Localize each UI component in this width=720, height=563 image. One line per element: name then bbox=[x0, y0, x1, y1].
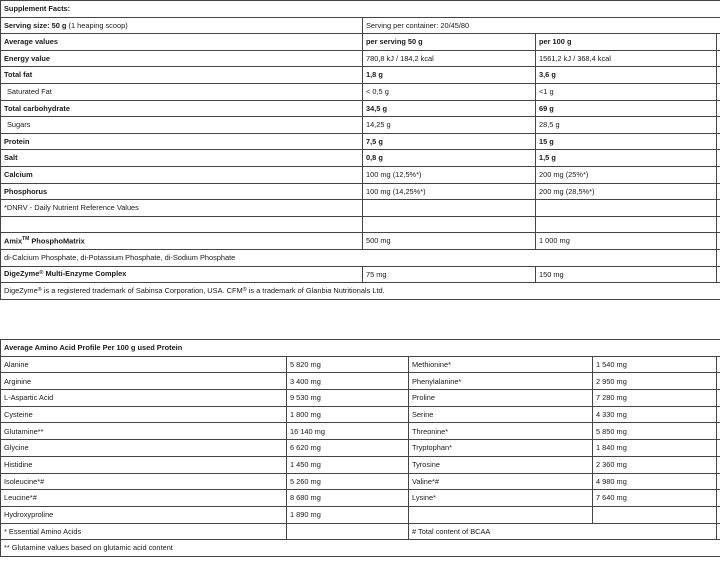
nutrient-row bbox=[1, 183, 720, 200]
amino-value: 9 530 mg bbox=[287, 390, 409, 407]
amino-name: Alanine bbox=[1, 356, 287, 373]
amino-name: Tryptophan* bbox=[409, 440, 593, 457]
amino-name: Leucine*# bbox=[1, 490, 287, 507]
amino-value: 8 680 mg bbox=[287, 490, 409, 507]
edge-cell bbox=[717, 100, 720, 117]
edge-cell bbox=[717, 216, 720, 233]
spacer-row bbox=[1, 216, 720, 233]
edge-cell bbox=[717, 233, 720, 250]
amino-name: Tyrosine bbox=[409, 456, 593, 473]
amino-row bbox=[1, 373, 720, 390]
digezyme-per-serving: 75 mg bbox=[363, 266, 536, 283]
amino-value: 5 260 mg bbox=[287, 473, 409, 490]
amino-name: Threonine* bbox=[409, 423, 593, 440]
nutrient-per-100g: 15 g bbox=[536, 133, 717, 150]
nutrient-per-100g: <1 g bbox=[536, 83, 717, 100]
digezyme-product: Multi-Enzyme Complex bbox=[45, 269, 127, 279]
amino-value: 1 450 mg bbox=[287, 456, 409, 473]
glutamine-note-row bbox=[1, 540, 720, 557]
amino-acid-title: Average Amino Acid Profile Per 100 g used Protein bbox=[1, 340, 720, 357]
edge-cell bbox=[717, 423, 720, 440]
dnrv-row bbox=[1, 200, 720, 217]
nutrient-row bbox=[1, 166, 720, 183]
amino-notes-row bbox=[1, 523, 720, 540]
average-values-header: Average values bbox=[1, 34, 363, 51]
edge-cell bbox=[717, 406, 720, 423]
edge-cell bbox=[717, 440, 720, 457]
edge-cell bbox=[717, 266, 720, 283]
nutrient-row bbox=[1, 83, 720, 100]
trademark-row bbox=[1, 283, 720, 300]
nutrient-row bbox=[1, 67, 720, 84]
digezyme-reg: ® bbox=[39, 270, 44, 277]
amix-detail: di-Calcium Phosphate, di-Potassium Phosphate, di-Sodium Phosphate bbox=[1, 249, 717, 266]
edge-cell bbox=[717, 166, 720, 183]
empty-cell bbox=[363, 200, 536, 217]
edge-cell bbox=[717, 523, 720, 540]
nutrient-per-100g: 3,6 g bbox=[536, 67, 717, 84]
amino-name: Cysteine bbox=[1, 406, 287, 423]
digezyme-per-100g: 150 mg bbox=[536, 266, 717, 283]
nutrient-per-serving: 1,8 g bbox=[363, 67, 536, 84]
amino-value: 4 980 mg bbox=[593, 473, 717, 490]
serving-size bbox=[1, 17, 363, 34]
edge-cell bbox=[717, 456, 720, 473]
per-serving-header: per serving 50 g bbox=[363, 34, 536, 51]
section-gap bbox=[0, 316, 720, 339]
per-100g-header: per 100 g bbox=[536, 34, 717, 51]
supplement-facts-title: Supplement Facts: bbox=[1, 1, 720, 18]
trademark-reg2: ® bbox=[242, 286, 247, 293]
amino-name: Isoleucine*# bbox=[1, 473, 287, 490]
essential-note: * Essential Amino Acids bbox=[1, 523, 287, 540]
nutrient-label: Phosphorus bbox=[1, 183, 363, 200]
amix-per-100g: 1 000 mg bbox=[536, 233, 717, 250]
nutrient-row bbox=[1, 133, 720, 150]
amino-row bbox=[1, 423, 720, 440]
empty-cell bbox=[536, 200, 717, 217]
edge-cell bbox=[717, 200, 720, 217]
amino-name: Methionine* bbox=[409, 356, 593, 373]
amino-value: 1 890 mg bbox=[287, 506, 409, 523]
serving-per-container bbox=[363, 17, 720, 34]
nutrient-per-100g: 69 g bbox=[536, 100, 717, 117]
nutrient-row bbox=[1, 117, 720, 134]
edge-cell bbox=[717, 373, 720, 390]
amino-name: Phenylalanine* bbox=[409, 373, 593, 390]
amix-label bbox=[1, 233, 363, 250]
amino-value: 1 540 mg bbox=[593, 356, 717, 373]
amix-tm: TM bbox=[22, 236, 30, 243]
nutrient-per-serving: 7,5 g bbox=[363, 133, 536, 150]
trademark-note bbox=[1, 283, 720, 300]
nutrient-label: Total fat bbox=[1, 67, 363, 84]
nutrient-per-100g: 28,5 g bbox=[536, 117, 717, 134]
amino-name: Arginine bbox=[1, 373, 287, 390]
bcaa-note: # Total content of BCAA bbox=[409, 523, 717, 540]
amino-value: 1 800 mg bbox=[287, 406, 409, 423]
amino-name bbox=[409, 506, 593, 523]
empty-cell bbox=[536, 216, 717, 233]
nutrient-per-serving: 34,5 g bbox=[363, 100, 536, 117]
digezyme-row bbox=[1, 266, 720, 283]
empty-cell bbox=[1, 216, 363, 233]
nutrient-per-serving: 780,8 kJ / 184,2 kcal bbox=[363, 50, 536, 67]
digezyme-name: DigeZyme bbox=[4, 269, 40, 279]
dnrv-note: *DNRV - Daily Nutrient Reference Values bbox=[1, 200, 363, 217]
edge-cell bbox=[717, 473, 720, 490]
nutrient-row bbox=[1, 150, 720, 167]
amino-value: 1 840 mg bbox=[593, 440, 717, 457]
amino-row bbox=[1, 440, 720, 457]
trademark-reg: ® bbox=[37, 286, 42, 293]
nutrient-per-100g: 1,5 g bbox=[536, 150, 717, 167]
amino-value: 5 820 mg bbox=[287, 356, 409, 373]
amino-name: L-Aspartic Acid bbox=[1, 390, 287, 407]
amino-name: Hydroxyproline bbox=[1, 506, 287, 523]
trademark-a: DigeZyme bbox=[4, 285, 38, 295]
edge-cell bbox=[717, 150, 720, 167]
amino-acid-table bbox=[0, 339, 720, 557]
edge-cell bbox=[717, 34, 720, 51]
edge-cell bbox=[717, 490, 720, 507]
nutrient-per-serving: < 0,5 g bbox=[363, 83, 536, 100]
amino-value: 16 140 mg bbox=[287, 423, 409, 440]
amino-row bbox=[1, 456, 720, 473]
amino-value: 2 360 mg bbox=[593, 456, 717, 473]
nutrient-label: Sugars bbox=[1, 117, 363, 134]
nutrient-row bbox=[1, 100, 720, 117]
glutamine-note: ** Glutamine values based on glutamic acid content bbox=[1, 540, 720, 557]
trademark-c: is a trademark of Glanbia Nutritionals Ltd. bbox=[248, 285, 385, 295]
edge-cell bbox=[717, 356, 720, 373]
nutrient-row bbox=[1, 50, 720, 67]
nutrient-per-serving: 0,8 g bbox=[363, 150, 536, 167]
serving-size-label: Serving size: 50 g bbox=[4, 20, 67, 30]
edge-cell bbox=[717, 117, 720, 134]
edge-cell bbox=[717, 506, 720, 523]
nutrient-label: Calcium bbox=[1, 166, 363, 183]
amino-value: 4 330 mg bbox=[593, 406, 717, 423]
amino-value bbox=[593, 506, 717, 523]
nutrient-label: Saturated Fat bbox=[1, 83, 363, 100]
empty-cell bbox=[287, 523, 409, 540]
edge-cell bbox=[717, 390, 720, 407]
amino-row bbox=[1, 406, 720, 423]
edge-cell bbox=[717, 67, 720, 84]
amino-name: Glutamine** bbox=[1, 423, 287, 440]
nutrient-label: Total carbohydrate bbox=[1, 100, 363, 117]
amino-name: Proline bbox=[409, 390, 593, 407]
amino-value: 3 400 mg bbox=[287, 373, 409, 390]
nutrient-label: Energy value bbox=[1, 50, 363, 67]
amino-name: Valine*# bbox=[409, 473, 593, 490]
serving-size-note: (1 heaping scoop) bbox=[68, 20, 128, 30]
edge-cell bbox=[717, 183, 720, 200]
nutrient-per-serving: 100 mg (14,25%*) bbox=[363, 183, 536, 200]
nutrient-per-100g: 200 mg (28,5%*) bbox=[536, 183, 717, 200]
amino-value: 7 640 mg bbox=[593, 490, 717, 507]
digezyme-label bbox=[1, 266, 363, 283]
nutrient-per-100g: 1561,2 kJ / 368,4 kcal bbox=[536, 50, 717, 67]
amix-product: PhosphoMatrix bbox=[31, 236, 85, 246]
edge-cell bbox=[717, 83, 720, 100]
nutrient-label: Salt bbox=[1, 150, 363, 167]
amino-value: 5 850 mg bbox=[593, 423, 717, 440]
amino-row bbox=[1, 473, 720, 490]
amix-detail-row bbox=[1, 249, 720, 266]
amino-value: 6 620 mg bbox=[287, 440, 409, 457]
nutrient-label: Protein bbox=[1, 133, 363, 150]
edge-cell bbox=[717, 249, 720, 266]
edge-cell bbox=[717, 50, 720, 67]
amix-name: Amix bbox=[4, 236, 23, 246]
amino-row bbox=[1, 356, 720, 373]
trademark-b: is a registered trademark of Sabinsa Corporation, USA. CFM bbox=[43, 285, 243, 295]
nutrient-per-100g: 200 mg (25%*) bbox=[536, 166, 717, 183]
amino-name: Serine bbox=[409, 406, 593, 423]
amino-name: Glycine bbox=[1, 440, 287, 457]
amino-name: Lysine* bbox=[409, 490, 593, 507]
amino-value: 2 950 mg bbox=[593, 373, 717, 390]
amino-row bbox=[1, 390, 720, 407]
nutrient-per-serving: 100 mg (12,5%*) bbox=[363, 166, 536, 183]
amino-name: Histidine bbox=[1, 456, 287, 473]
amino-row bbox=[1, 506, 720, 523]
amix-per-serving: 500 mg bbox=[363, 233, 536, 250]
serving-per-container-text: Serving per container: 20/45/80 bbox=[366, 20, 470, 30]
nutrient-per-serving: 14,25 g bbox=[363, 117, 536, 134]
empty-cell bbox=[363, 216, 536, 233]
amino-value: 7 280 mg bbox=[593, 390, 717, 407]
amix-row bbox=[1, 233, 720, 250]
edge-cell bbox=[717, 133, 720, 150]
amino-row bbox=[1, 490, 720, 507]
